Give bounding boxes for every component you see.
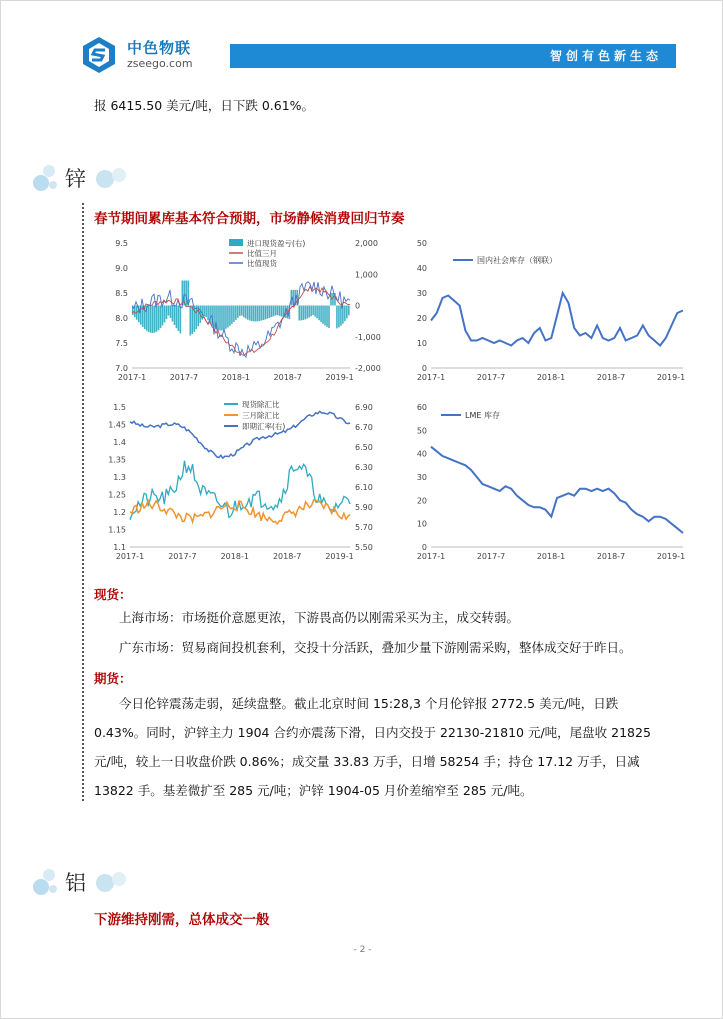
y-tick-label: 1.3 <box>113 473 126 482</box>
y2-tick-label: 0 <box>355 301 361 311</box>
bar-import-pl <box>279 306 281 316</box>
y2-tick-label: 6.50 <box>355 443 373 452</box>
chart-exchange-ratio <box>94 397 394 572</box>
y2-tick-label: -2,000 <box>355 364 381 373</box>
bar-import-pl <box>180 306 182 334</box>
x-tick-label: 2017-7 <box>169 373 199 382</box>
bar-import-pl <box>235 306 237 320</box>
y2-tick-label: 6.10 <box>355 483 373 492</box>
futures-line: 今日伦锌震荡走弱，延续盘整。截止北京时间 15:28,3 个月伦锌报 2772.5 美元/吨，日跌 <box>119 696 619 711</box>
line-domestic-stock <box>431 293 683 346</box>
spot-label: 现货： <box>94 587 132 602</box>
chart-domestic-stock <box>401 233 691 393</box>
bar-import-pl <box>257 306 259 322</box>
x-tick-label: 2017-7 <box>476 552 506 561</box>
bar-import-pl <box>318 306 320 321</box>
bar-import-pl <box>217 306 219 330</box>
bar-import-pl <box>225 306 227 329</box>
section-zinc <box>31 157 151 197</box>
x-tick-label: 2018-7 <box>272 552 302 561</box>
bar-import-pl <box>302 306 304 320</box>
bar-import-pl <box>154 306 156 333</box>
line-lme-stock <box>431 447 683 533</box>
bar-import-pl <box>152 306 154 333</box>
page-number: - 2 - <box>353 945 372 955</box>
x-tick-label: 2017-1 <box>416 373 446 382</box>
bar-import-pl <box>348 306 350 316</box>
y-tick-label: 0 <box>421 364 427 373</box>
bar-import-pl <box>241 306 243 316</box>
bar-import-pl <box>328 306 330 328</box>
bar-import-pl <box>253 306 255 322</box>
bar-import-pl <box>203 306 205 317</box>
y-tick-label: 9.5 <box>115 239 128 248</box>
legend-label: 现货除汇比 <box>242 400 280 409</box>
bar-import-pl <box>326 306 328 327</box>
y-tick-label: 1.35 <box>108 455 126 465</box>
chart-lme-stock <box>401 397 691 572</box>
bar-import-pl <box>195 306 197 330</box>
bar-import-pl <box>205 306 207 317</box>
y2-tick-label: -1,000 <box>355 332 381 342</box>
chart1-plot <box>115 238 381 382</box>
y2-tick-label: 5.90 <box>355 503 373 512</box>
bar-import-pl <box>316 306 318 319</box>
bar-import-pl <box>265 306 267 320</box>
y2-tick-label: 5.70 <box>355 523 373 532</box>
bar-import-pl <box>263 306 265 320</box>
chart-ratio-import <box>94 233 394 393</box>
logo-url: zseego.com <box>127 57 193 70</box>
x-tick-label: 2018-7 <box>273 373 302 382</box>
bar-import-pl <box>189 306 191 336</box>
futures-line: 13822 手。基差微扩至 285 元/吨；沪锌 1904-05 月价差缩窄至 285 元/吨。 <box>94 783 533 798</box>
x-tick-label: 2018-1 <box>536 552 566 561</box>
y-tick-label: 50 <box>416 239 427 248</box>
legend-label: 国内社会库存（钢联） <box>477 256 557 265</box>
bar-import-pl <box>148 306 150 332</box>
bar-import-pl <box>314 306 316 317</box>
y-tick-label: 1.25 <box>108 490 126 500</box>
bar-import-pl <box>227 306 229 328</box>
y-tick-label: 1.2 <box>113 508 126 517</box>
chart3-plot <box>108 399 373 561</box>
y-tick-label: 10 <box>416 339 427 348</box>
y2-tick-label: 6.30 <box>355 463 373 472</box>
x-tick-label: 2019-1 <box>325 552 354 561</box>
bar-import-pl <box>239 306 241 316</box>
y-tick-label: 40 <box>416 449 427 459</box>
bar-import-pl <box>255 306 257 322</box>
bar-import-pl <box>267 306 269 319</box>
y-tick-label: 8.5 <box>115 289 128 298</box>
bubble-decoration-icon <box>31 163 65 193</box>
bar-import-pl <box>174 306 176 325</box>
y-tick-label: 8.0 <box>115 314 128 323</box>
x-tick-label: 2019-1 <box>325 373 354 382</box>
chart4-plot <box>417 403 685 561</box>
y-tick-label: 20 <box>416 496 427 506</box>
bar-import-pl <box>247 306 249 320</box>
y-tick-label: 0 <box>421 543 427 552</box>
bar-import-pl <box>221 306 223 331</box>
bar-import-pl <box>172 306 174 322</box>
bar-import-pl <box>191 306 193 334</box>
legend-label: LME 库存 <box>465 411 500 420</box>
y2-tick-label: 5.50 <box>355 543 373 552</box>
bar-import-pl <box>249 306 251 321</box>
bar-import-pl <box>344 306 346 322</box>
y-tick-label: 20 <box>416 314 427 323</box>
bar-import-pl <box>340 306 342 326</box>
x-tick-label: 2018-1 <box>536 373 566 382</box>
bar-import-pl <box>229 306 231 326</box>
legend-label: 三月除汇比 <box>242 411 280 420</box>
legend-swatch <box>229 239 243 246</box>
bar-import-pl <box>322 306 324 324</box>
intro-line: 报 6415.50 美元/吨，日下跌 0.61%。 <box>94 98 315 113</box>
y-tick-label: 40 <box>416 264 427 273</box>
bar-import-pl <box>261 306 263 321</box>
y-tick-label: 1.15 <box>108 525 126 535</box>
y-tick-label: 1.45 <box>108 420 126 430</box>
y-tick-label: 7.5 <box>115 339 128 348</box>
bar-import-pl <box>312 306 314 315</box>
y2-tick-label: 2,000 <box>355 239 378 248</box>
y2-tick-label: 6.90 <box>355 403 373 412</box>
bar-import-pl <box>324 306 326 326</box>
bar-import-pl <box>156 306 158 332</box>
bar-import-pl <box>213 306 215 328</box>
aluminum-headline: 下游维持刚需，总体成交一般 <box>94 912 270 928</box>
y-tick-label: 1.4 <box>113 438 126 447</box>
section-aluminum <box>31 861 151 901</box>
section-title: 锌 <box>65 167 86 191</box>
bar-import-pl <box>166 306 168 320</box>
bar-import-pl <box>237 306 239 318</box>
bar-import-pl <box>176 306 178 329</box>
y-tick-label: 30 <box>416 289 427 298</box>
x-tick-label: 2018-1 <box>221 373 250 382</box>
legend-label: 进口现货盈亏(右) <box>247 239 306 248</box>
bar-import-pl <box>160 306 162 329</box>
company-logo <box>79 35 229 75</box>
y-tick-label: 1.5 <box>113 403 126 412</box>
bar-import-pl <box>231 306 233 324</box>
futures-label: 期货： <box>94 671 132 686</box>
legend-label: 即期汇率(右) <box>242 422 286 431</box>
bar-import-pl <box>304 306 306 320</box>
bar-import-pl <box>277 306 279 316</box>
bar-import-pl <box>320 306 322 323</box>
x-tick-label: 2018-7 <box>596 552 626 561</box>
bar-import-pl <box>233 306 235 322</box>
bar-import-pl <box>332 293 334 306</box>
bubble-decoration-icon <box>91 163 131 193</box>
bar-import-pl <box>245 306 247 319</box>
y-tick-label: 7.0 <box>115 364 128 373</box>
bar-import-pl <box>162 306 164 326</box>
bar-import-pl <box>300 306 302 321</box>
bubble-decoration-icon <box>91 867 131 897</box>
bar-import-pl <box>281 306 283 317</box>
line-fx-rate <box>130 411 350 458</box>
x-tick-label: 2017-1 <box>416 552 446 561</box>
bubble-decoration-icon <box>31 867 65 897</box>
section-title: 铝 <box>65 871 86 895</box>
bar-import-pl <box>273 306 275 317</box>
bar-import-pl <box>308 306 310 318</box>
logo-name: 中色物联 <box>127 39 192 57</box>
x-tick-label: 2017-7 <box>168 552 197 561</box>
bar-import-pl <box>298 306 300 321</box>
legend-label: 比值现货 <box>247 259 277 268</box>
spot-guangdong: 广东市场：贸易商间投机套利，交投十分活跃，叠加少量下游刚需采购，整体成交好于昨日。 <box>119 640 632 655</box>
section-divider <box>82 203 84 801</box>
bar-import-pl <box>338 306 340 328</box>
bar-import-pl <box>164 306 166 323</box>
x-tick-label: 2017-1 <box>117 373 147 382</box>
bar-import-pl <box>346 306 348 319</box>
bar-import-pl <box>259 306 261 321</box>
x-tick-label: 2018-1 <box>220 552 249 561</box>
zinc-headline: 春节期间累库基本符合预期，市场静候消费回归节奏 <box>94 211 405 227</box>
y2-tick-label: 6.70 <box>355 423 373 432</box>
bar-import-pl <box>336 306 338 329</box>
bar-import-pl <box>207 306 209 321</box>
spot-shanghai: 上海市场：市场挺价意愿更浓，下游畏高仍以刚需采买为主，成交转弱。 <box>119 610 520 625</box>
bar-import-pl <box>306 306 308 319</box>
bar-import-pl <box>178 306 180 331</box>
y-tick-label: 10 <box>416 519 427 529</box>
chart2-plot <box>417 239 685 382</box>
x-tick-label: 2019-1 <box>656 552 686 561</box>
bar-import-pl <box>223 306 225 330</box>
y2-tick-label: 1,000 <box>355 270 378 280</box>
x-tick-label: 2019-1 <box>656 373 686 382</box>
futures-line: 元/吨，较上一日收盘价跌 0.86%；成交量 33.83 万手，日增 58254 手；持仓 17.12 万手，日减 <box>94 754 640 769</box>
bar-import-pl <box>243 306 245 318</box>
slogan-banner: 智创有色新生态 <box>230 44 676 68</box>
bar-import-pl <box>275 306 277 316</box>
y-tick-label: 60 <box>416 403 427 412</box>
bar-import-pl <box>158 306 160 331</box>
y-tick-label: 30 <box>416 473 427 482</box>
bar-import-pl <box>310 306 312 317</box>
bar-import-pl <box>271 306 273 318</box>
bar-import-pl <box>170 306 172 318</box>
y-tick-label: 9.0 <box>115 264 128 273</box>
bar-import-pl <box>150 306 152 333</box>
bar-import-pl <box>251 306 253 322</box>
bar-import-pl <box>269 306 271 318</box>
futures-line: 0.43%。同时，沪锌主力 1904 合约亦震荡下滑，日内交投于 22130-21810 元/吨，尾盘收 21825 <box>94 725 651 740</box>
x-tick-label: 2017-1 <box>115 552 145 561</box>
legend-label: 比值三月 <box>247 249 277 258</box>
y-tick-label: 1.1 <box>113 543 126 552</box>
logo-hexagon-icon <box>79 35 119 75</box>
x-tick-label: 2017-7 <box>476 373 506 382</box>
bar-import-pl <box>219 306 221 331</box>
x-tick-label: 2018-7 <box>596 373 626 382</box>
y-tick-label: 50 <box>416 426 427 436</box>
bar-import-pl <box>168 306 170 316</box>
